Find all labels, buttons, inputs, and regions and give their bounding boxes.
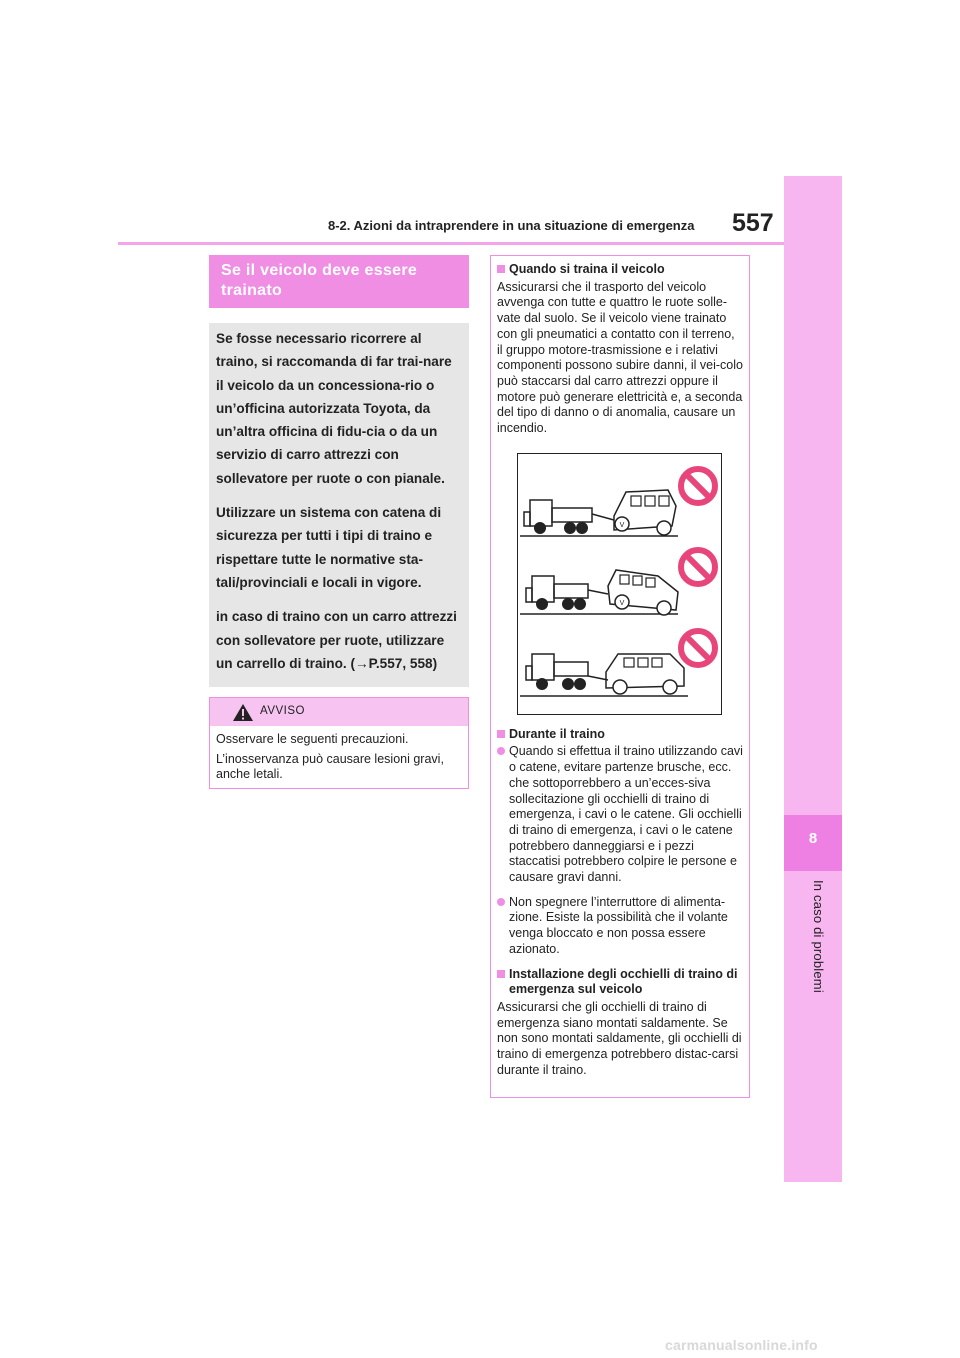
- intro-box: [209, 323, 469, 687]
- warning-triangle-icon: [232, 703, 254, 722]
- round-bullet-icon: [497, 898, 505, 906]
- section-header-title: 8-2. Azioni da intraprendere in una situazione di emergenza: [328, 218, 695, 233]
- warning-line: Osservare le seguenti precauzioni.: [216, 732, 409, 746]
- warning-body: [210, 726, 468, 783]
- during-bullet: Quando si effettua il traino utilizzando cavi o catene, evitare partenze brusche, ecc. che sottoporrebbero a un’ecces-siva sollecitazione gli occhielli di traino di emergenza, i cavi o le catene. Gli occhielli di traino di emergenza, i cavi o le catene potrebbero danneggiarsi e i pezzi staccatisi potrebbero colpire le persone e causare gravi danni.: [497, 744, 743, 885]
- footer-watermark: carmanualsonline.info: [665, 1337, 818, 1353]
- square-bullet-icon: [497, 730, 505, 738]
- svg-text:V: V: [619, 600, 625, 607]
- install-heading: Installazione degli occhielli di traino di emergenza sul veicolo: [497, 967, 743, 998]
- during-bullet: Non spegnere l’interruttore di alimenta-zione. Esiste la possibilità che il volante venga bloccato e non possa essere azionato.: [497, 895, 743, 958]
- warning-label: AVVISO: [260, 705, 305, 717]
- towing-prohibited-diagram: [518, 454, 721, 714]
- tow-row-front-lifted: [520, 469, 715, 536]
- warning-header: [210, 698, 468, 726]
- during-heading: Durante il traino: [497, 727, 743, 743]
- towing-text: Assicurarsi che il trasporto del veicolo avvenga con tutte e quattro le ruote solle-vate dal suolo. Se il veicolo viene trainato con gli pneumatici a contatto con il terreno, il gruppo motore-trasmissione e i relativi componenti possono subire danni, il vei-colo può staccarsi dal carro attrezzi oppure il motore può generare elettricità e, a seconda del tipo di danno o di anomalia, causare un incendio.: [497, 279, 743, 436]
- square-bullet-icon: [497, 970, 505, 978]
- install-text: Assicurarsi che gli occhielli di traino di emergenza siano montati saldamente. Se non sono montati saldamente, gli occhielli di traino di emergenza potrebbero distac-carsi durante il traino.: [497, 999, 742, 1077]
- warning-line: L’inosservanza può causare lesioni gravi, anche letali.: [216, 751, 444, 781]
- chapter-label: In caso di problemi: [811, 880, 826, 993]
- towing-heading: Quando si traina il veicolo: [497, 262, 743, 278]
- warning-box: [209, 697, 469, 789]
- towing-illustration: [517, 453, 722, 715]
- intro-paragraph: in caso di traino con un carro attrezzi con sollevatore per ruote, utilizzare un carrello di traino. (→P.557, 558): [216, 609, 457, 671]
- square-bullet-icon: [497, 265, 505, 273]
- tow-row-rear-lifted: [520, 550, 715, 615]
- intro-paragraph: Utilizzare un sistema con catena di sicurezza per tutti i tipi di traino e rispettare tutte le normative sta-tali/provinciali e locali in vigore.: [216, 505, 442, 590]
- svg-text:V: V: [619, 522, 625, 529]
- tow-row-dolly: [520, 631, 715, 696]
- page-number: 557: [732, 209, 774, 237]
- chapter-number: 8: [808, 830, 818, 847]
- chapter-side-tab: [784, 176, 842, 1182]
- header-rule: [118, 242, 784, 245]
- intro-paragraph: Se fosse necessario ricorrere al traino, si raccomanda di far trai-nare il veicolo da un concessiona-rio o un’officina autorizzata Toyota, da un’altra officina di fidu-cia o da un servizio di carro attrezzi con sollevatore per ruote o con pianale.: [216, 331, 452, 486]
- round-bullet-icon: [497, 747, 505, 755]
- section-title: Se il veicolo deve essere trainato: [209, 255, 469, 308]
